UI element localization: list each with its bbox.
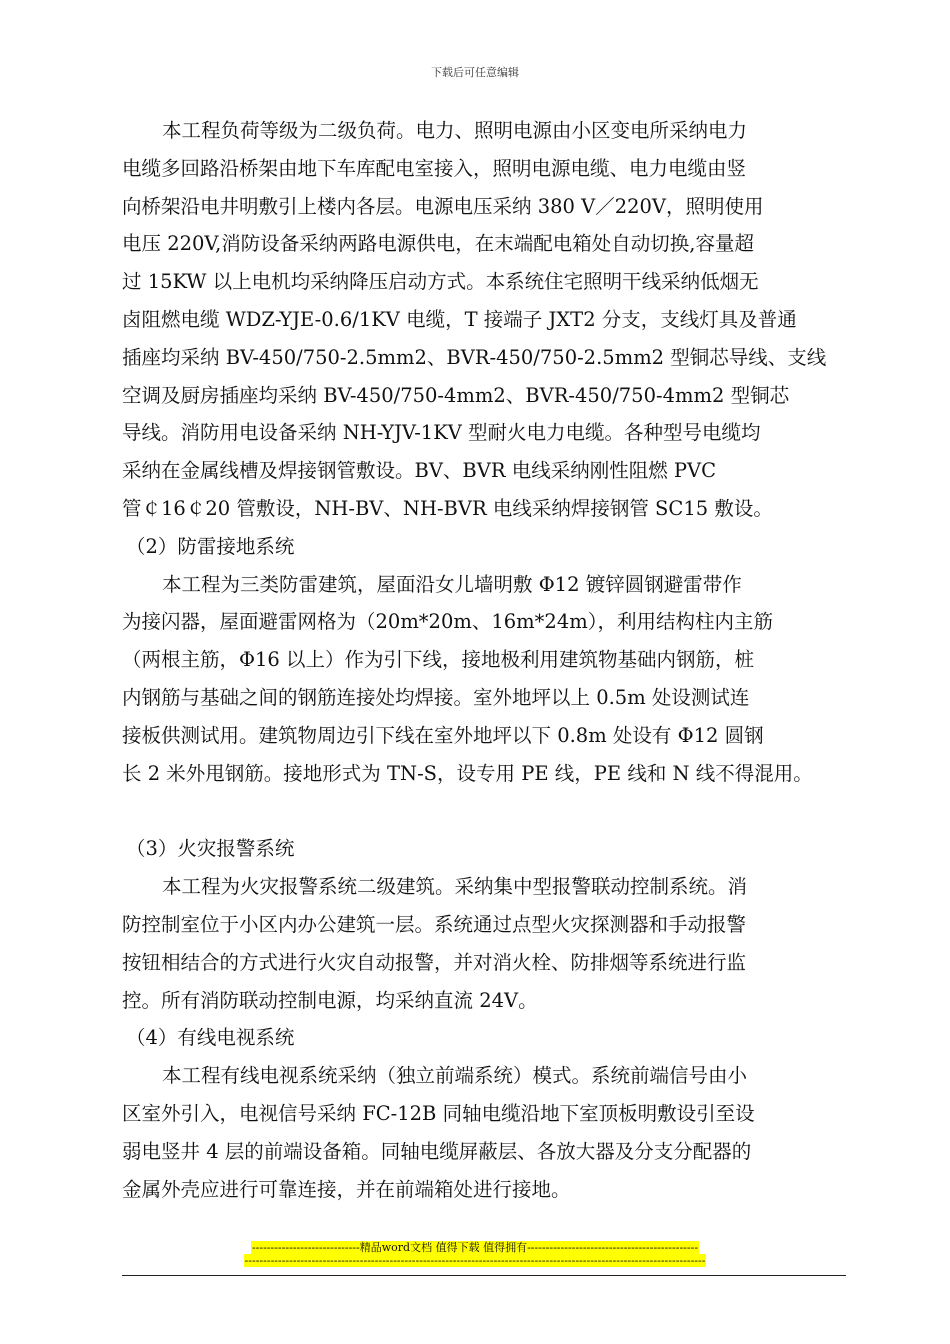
paragraph-line: 本工程负荷等级为二级负荷。电力、照明电源由小区变电所采纳电力 [162, 119, 748, 142]
blank-line [122, 792, 838, 830]
paragraph-line: 电缆多回路沿桥架由地下车库配电室接入，照明电源电缆、电力电缆由竖 [122, 156, 747, 180]
paragraph-line: 本工程为火灾报警系统二级建筑。采纳集中型报警联动控制系统。消 [162, 875, 748, 899]
section-heading-lightning: （2）防雷接地系统 [126, 534, 295, 558]
document-body [122, 112, 838, 1208]
paragraph-line: 防控制室位于小区内办公建筑一层。系统通过点型火灾探测器和手动报警 [122, 912, 747, 936]
paragraph-line: 空调及厨房插座均采纳 BV-450/750-4mm2、BVR-450/750-4mm2 型铜芯 [122, 383, 790, 407]
paragraph-line: 采纳在金属线槽及焊接钢管敷设。BV、BVR 电线采纳刚性阻燃 PVC [122, 459, 717, 483]
paragraph-line: 金属外壳应进行可靠连接，并在前端箱处进行接地。 [122, 1177, 571, 1201]
paragraph-line: 按钮相结合的方式进行火灾自动报警，并对消火栓、防排烟等系统进行监 [122, 950, 747, 974]
paragraph-line: 电压 220V,消防设备采纳两路电源供电，在末端配电箱处自动切换,容量超 [122, 232, 754, 256]
footer-banner-text: -----------------------------精品word文档 值得下载 值得拥有---------------------------------------------- [251, 1241, 699, 1254]
paragraph-line: 导线。消防用电设备采纳 NH-YJV-1KV 型耐火电力电缆。各种型号电缆均 [122, 421, 761, 445]
paragraph-line: 弱电竖井 4 层的前端设备箱。同轴电缆屏蔽层、各放大器及分支分配器的 [122, 1139, 752, 1163]
paragraph-line: 向桥架沿电井明敷引上楼内各层。电源电压采纳 380 V／220V，照明使用 [122, 194, 764, 218]
footer-dashes-text: ---------------------------------------------------------------------------------------------------------------------------- [244, 1254, 706, 1267]
paragraph-line: 卤阻燃电缆 WDZ-YJE-0.6/1KV 电缆，T 接端子 JXT2 分支，支线灯具及普通 [122, 307, 797, 331]
paragraph-line: 控。所有消防联动控制电源，均采纳直流 24V。 [122, 988, 538, 1012]
page-header: 下载后可任意编辑 [431, 66, 519, 79]
paragraph-line: 本工程为三类防雷建筑，屋面沿女儿墙明敷 Φ12 镀锌圆钢避雷带作 [162, 572, 742, 596]
section-3-paragraph [122, 868, 838, 1019]
section-heading-fire-alarm: （3）火灾报警系统 [126, 837, 295, 861]
paragraph-line: 管￠16￠20 管敷设，NH-BV、NH-BVR 电线采纳焊接钢管 SC15 敷设。 [122, 496, 773, 520]
paragraph-line: 接板供测试用。建筑物周边引下线在室外地坪以下 0.8m 处设有 Φ12 圆钢 [122, 723, 764, 747]
paragraph-line: 内钢筋与基础之间的钢筋连接处均焊接。室外地坪以上 0.5m 处设测试连 [122, 685, 750, 709]
section-1-paragraph [122, 112, 838, 528]
paragraph-line: 本工程有线电视系统采纳（独立前端系统）模式。系统前端信号由小 [162, 1064, 748, 1088]
paragraph-line: 为接闪器，屋面避雷网格为（20m*20m、16m*24m），利用结构柱内主筋 [122, 610, 773, 634]
paragraph-line: 插座均采纳 BV-450/750-2.5mm2、BVR-450/750-2.5mm2 型铜芯导线、支线 [122, 345, 827, 369]
section-heading-cable-tv: （4）有线电视系统 [126, 1026, 295, 1050]
footer-banner [0, 1239, 950, 1255]
section-4-paragraph [122, 1057, 838, 1208]
section-2-paragraph [122, 566, 838, 793]
paragraph-line: 长 2 米外甩钢筋。接地形式为 TN-S，设专用 PE 线，PE 线和 N 线不得混用。 [122, 761, 813, 785]
paragraph-line: 过 15KW 以上电机均采纳降压启动方式。本系统住宅照明干线采纳低烟无 [122, 270, 759, 294]
paragraph-line: （两根主筋，Φ16 以上）作为引下线，接地极利用建筑物基础内钢筋，桩 [122, 648, 754, 672]
paragraph-line: 区室外引入，电视信号采纳 FC-12B 同轴电缆沿地下室顶板明敷设引至设 [122, 1101, 755, 1125]
footer-rule [122, 1275, 846, 1276]
footer-dashes [0, 1254, 950, 1267]
